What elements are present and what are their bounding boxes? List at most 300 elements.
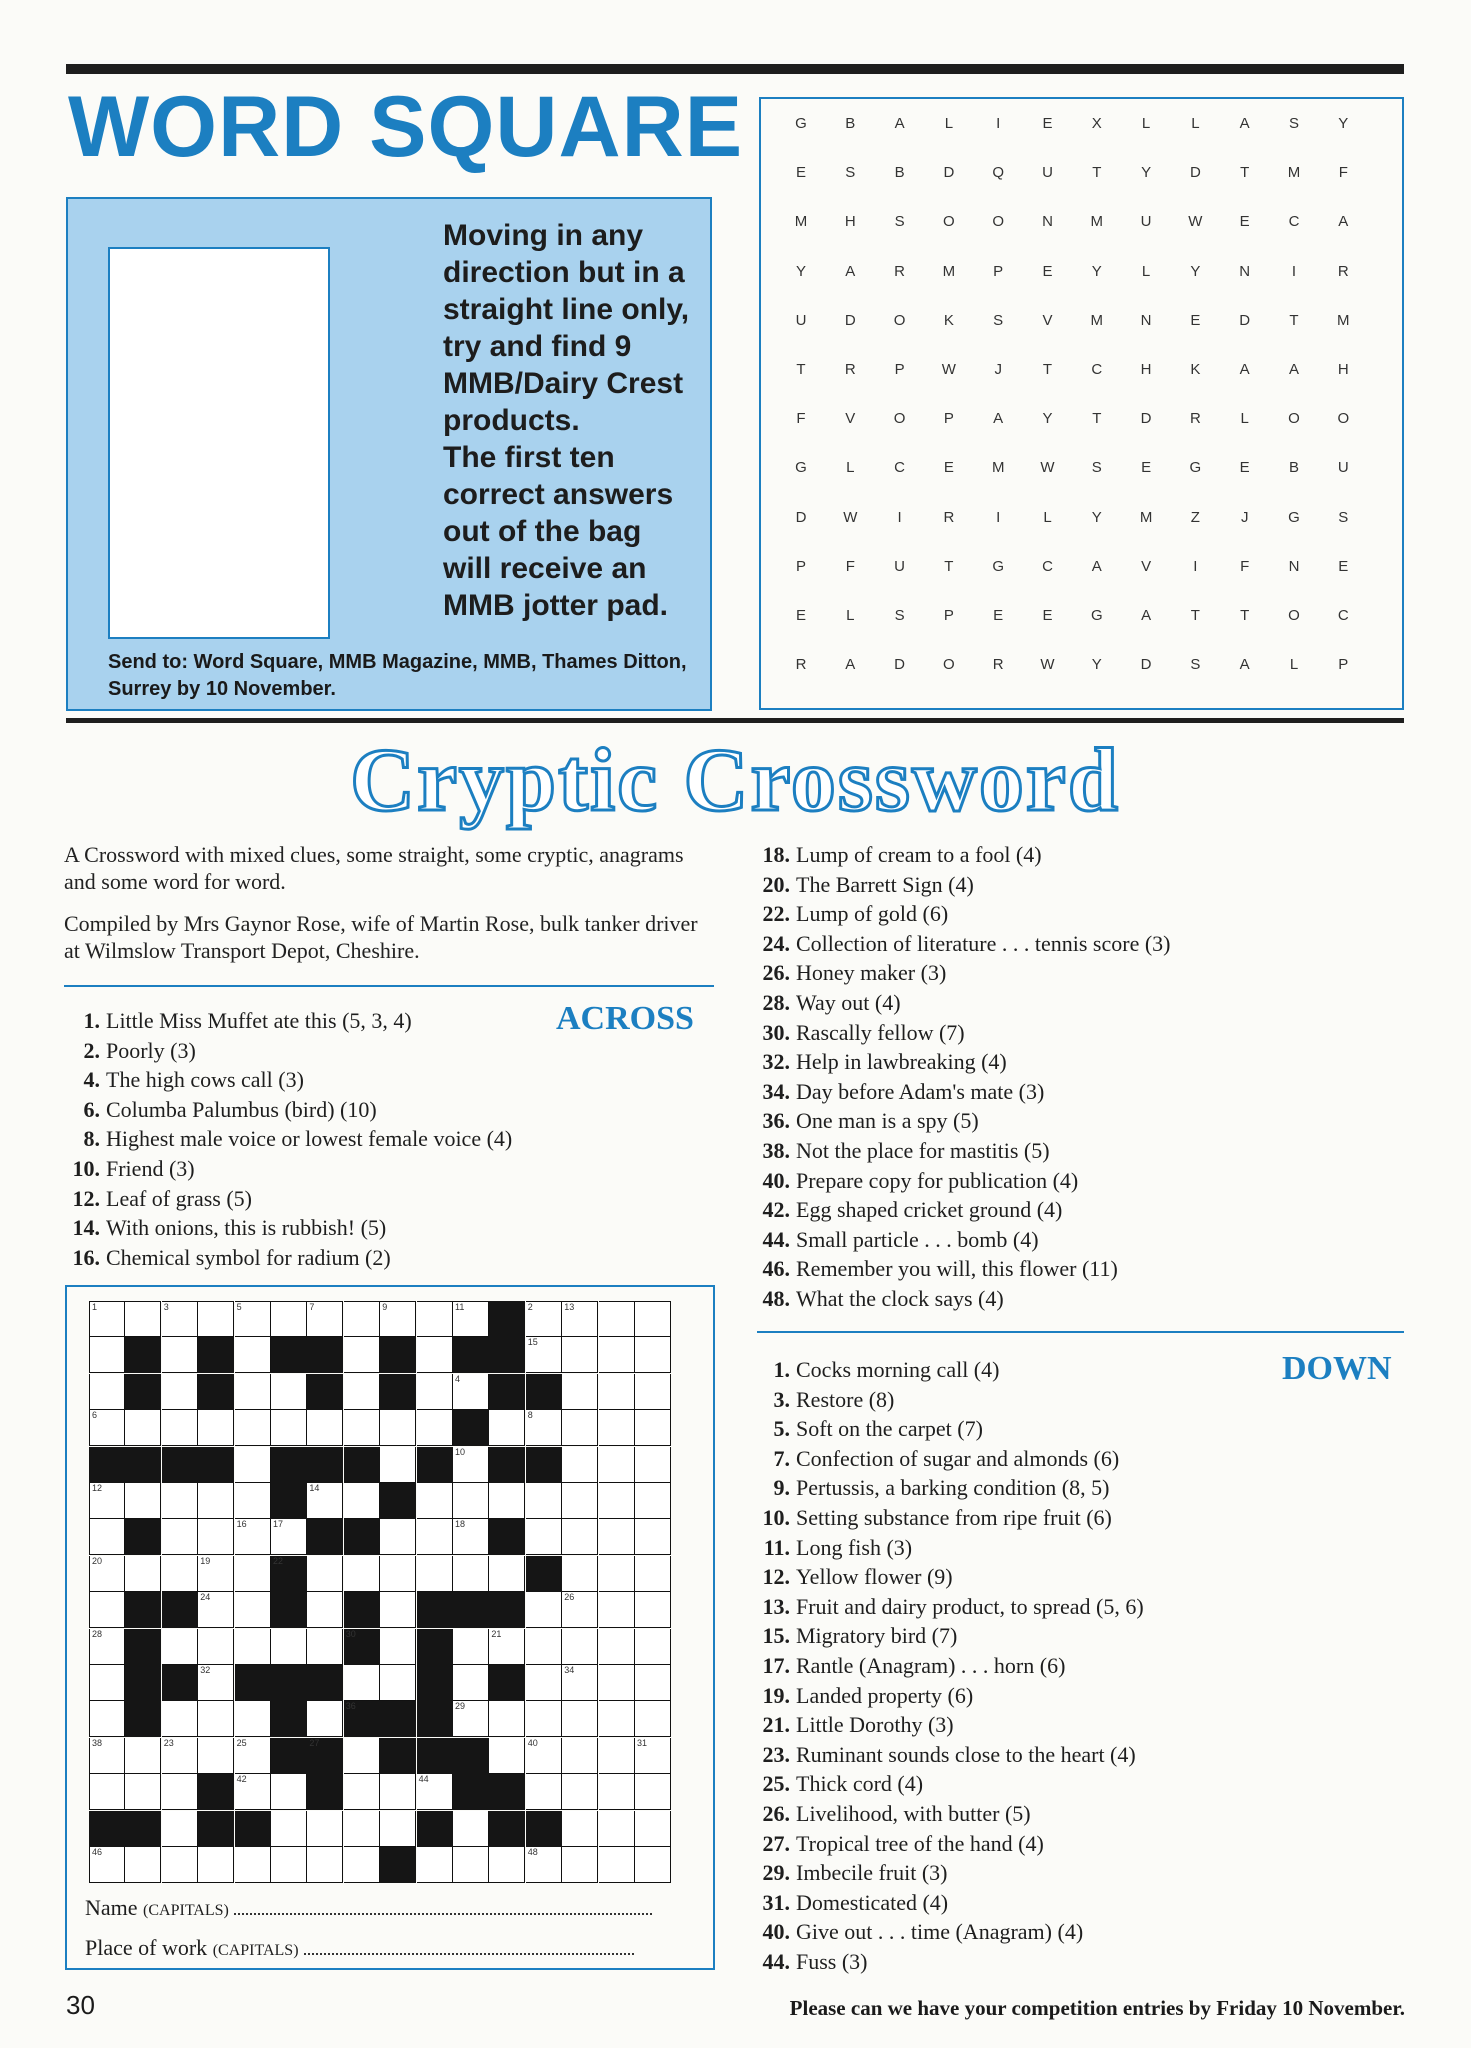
- word-square-letter[interactable]: E: [1190, 311, 1201, 329]
- crossword-cell[interactable]: [344, 1774, 380, 1810]
- word-square-letter[interactable]: S: [1091, 459, 1102, 477]
- crossword-cell[interactable]: [235, 1337, 271, 1373]
- crossword-cell[interactable]: [271, 1374, 307, 1410]
- word-square-letter[interactable]: L: [944, 115, 954, 132]
- crossword-cell[interactable]: [271, 1519, 307, 1555]
- crossword-cell[interactable]: [307, 1847, 343, 1883]
- word-square-letter[interactable]: M: [942, 262, 956, 280]
- crossword-cell[interactable]: [271, 1301, 307, 1337]
- crossword-cell[interactable]: [235, 1519, 271, 1555]
- crossword-cell[interactable]: [344, 1738, 380, 1774]
- crossword-cell[interactable]: [235, 1483, 271, 1519]
- crossword-cell[interactable]: [125, 1738, 161, 1774]
- word-square-letter[interactable]: D: [1189, 164, 1201, 182]
- word-square-letter[interactable]: A: [1239, 115, 1250, 132]
- crossword-cell[interactable]: [489, 1483, 525, 1519]
- crossword-cell[interactable]: [162, 1301, 198, 1337]
- word-square-letter[interactable]: R: [1337, 262, 1349, 280]
- word-square-letter[interactable]: T: [1092, 410, 1102, 428]
- crossword-cell[interactable]: [562, 1447, 598, 1483]
- crossword-cell[interactable]: [635, 1592, 671, 1628]
- word-square-letter[interactable]: E: [1042, 607, 1053, 624]
- word-square-letter[interactable]: I: [1291, 262, 1297, 280]
- crossword-cell[interactable]: [380, 1410, 416, 1446]
- crossword-cell[interactable]: [599, 1738, 635, 1774]
- word-square-letter[interactable]: K: [943, 311, 954, 329]
- work-field[interactable]: [85, 1935, 634, 1961]
- word-square-letter[interactable]: R: [844, 361, 856, 378]
- word-square-letter[interactable]: M: [991, 459, 1005, 477]
- crossword-cell[interactable]: [417, 1374, 453, 1410]
- word-square-letter[interactable]: G: [795, 459, 807, 477]
- crossword-cell[interactable]: [162, 1701, 198, 1737]
- crossword-cell[interactable]: [562, 1738, 598, 1774]
- word-square-letter[interactable]: J: [1240, 508, 1249, 526]
- word-square-letter[interactable]: G: [1288, 508, 1300, 526]
- crossword-cell[interactable]: [599, 1701, 635, 1737]
- crossword-cell[interactable]: [526, 1519, 562, 1555]
- crossword-cell[interactable]: [235, 1592, 271, 1628]
- crossword-cell[interactable]: [453, 1847, 489, 1883]
- crossword-cell[interactable]: [344, 1374, 380, 1410]
- word-square-letter[interactable]: T: [1240, 164, 1250, 182]
- crossword-cell[interactable]: [417, 1556, 453, 1592]
- word-square-letter[interactable]: W: [1040, 459, 1055, 477]
- crossword-cell[interactable]: [599, 1374, 635, 1410]
- crossword-cell[interactable]: [307, 1701, 343, 1737]
- word-square-letter[interactable]: I: [996, 115, 1001, 132]
- crossword-cell[interactable]: [380, 1629, 416, 1665]
- word-square-letter[interactable]: X: [1091, 115, 1102, 132]
- word-square-letter[interactable]: D: [894, 656, 906, 674]
- word-square-letter[interactable]: Y: [1190, 262, 1201, 280]
- word-square-letter[interactable]: U: [894, 557, 906, 575]
- word-square-letter[interactable]: B: [845, 115, 856, 132]
- crossword-cell[interactable]: [599, 1337, 635, 1373]
- crossword-cell[interactable]: [599, 1519, 635, 1555]
- crossword-cell[interactable]: [417, 1519, 453, 1555]
- crossword-cell[interactable]: [526, 1665, 562, 1701]
- crossword-cell[interactable]: [526, 1337, 562, 1373]
- word-square-letter[interactable]: U: [795, 311, 807, 329]
- crossword-cell[interactable]: [635, 1774, 671, 1810]
- word-square-letter[interactable]: I: [996, 508, 1001, 526]
- crossword-cell[interactable]: [599, 1847, 635, 1883]
- word-square-letter[interactable]: E: [795, 607, 806, 624]
- word-square-letter[interactable]: S: [894, 213, 905, 231]
- word-square-letter[interactable]: W: [941, 361, 956, 378]
- word-square-letter[interactable]: B: [1288, 459, 1299, 477]
- word-square-letter[interactable]: P: [795, 557, 806, 575]
- word-square-letter[interactable]: I: [897, 508, 902, 526]
- crossword-cell[interactable]: [599, 1483, 635, 1519]
- crossword-cell[interactable]: [635, 1847, 671, 1883]
- crossword-cell[interactable]: [89, 1701, 125, 1737]
- crossword-cell[interactable]: [599, 1301, 635, 1337]
- word-square-letter[interactable]: L: [1141, 262, 1151, 280]
- crossword-cell[interactable]: [417, 1483, 453, 1519]
- word-square-letter[interactable]: V: [845, 410, 856, 428]
- crossword-cell[interactable]: [417, 1410, 453, 1446]
- crossword-cell[interactable]: [453, 1701, 489, 1737]
- crossword-cell[interactable]: [417, 1847, 453, 1883]
- crossword-cell[interactable]: [162, 1629, 198, 1665]
- word-square-letter[interactable]: T: [1240, 607, 1250, 624]
- crossword-cell[interactable]: [307, 1811, 343, 1847]
- word-square-letter[interactable]: T: [1289, 311, 1299, 329]
- word-square-letter[interactable]: Y: [1338, 115, 1349, 132]
- word-square-letter[interactable]: B: [894, 164, 905, 182]
- crossword-cell[interactable]: [198, 1847, 234, 1883]
- crossword-cell[interactable]: [162, 1774, 198, 1810]
- word-square-letter[interactable]: T: [944, 557, 954, 575]
- crossword-cell[interactable]: [235, 1738, 271, 1774]
- crossword-cell[interactable]: [89, 1592, 125, 1628]
- crossword-cell[interactable]: [417, 1301, 453, 1337]
- crossword-cell[interactable]: [635, 1811, 671, 1847]
- crossword-cell[interactable]: [562, 1847, 598, 1883]
- word-square-letter[interactable]: A: [845, 656, 856, 674]
- crossword-cell[interactable]: [599, 1447, 635, 1483]
- word-square-letter[interactable]: O: [893, 311, 906, 329]
- word-square-letter[interactable]: O: [1288, 410, 1300, 428]
- word-square-letter[interactable]: A: [1239, 361, 1250, 378]
- word-square-letter[interactable]: Y: [1141, 164, 1152, 182]
- crossword-cell[interactable]: [526, 1847, 562, 1883]
- crossword-cell[interactable]: [635, 1410, 671, 1446]
- crossword-cell[interactable]: [489, 1738, 525, 1774]
- word-square-letter[interactable]: E: [1141, 459, 1152, 477]
- word-square-letter[interactable]: Y: [1042, 410, 1053, 428]
- crossword-cell[interactable]: [599, 1556, 635, 1592]
- crossword-cell[interactable]: [89, 1519, 125, 1555]
- word-square-letter[interactable]: U: [1337, 459, 1349, 477]
- crossword-cell[interactable]: [235, 1556, 271, 1592]
- word-square-letter[interactable]: C: [1091, 361, 1103, 378]
- crossword-cell[interactable]: [380, 1774, 416, 1810]
- word-square-letter[interactable]: C: [1288, 213, 1300, 231]
- crossword-cell[interactable]: [380, 1447, 416, 1483]
- crossword-cell[interactable]: [162, 1410, 198, 1446]
- word-square-letter[interactable]: U: [1140, 213, 1152, 231]
- word-square-letter[interactable]: D: [795, 508, 807, 526]
- crossword-cell[interactable]: [344, 1410, 380, 1446]
- word-square-letter[interactable]: M: [1090, 213, 1104, 231]
- crossword-cell[interactable]: [162, 1337, 198, 1373]
- crossword-cell[interactable]: [562, 1410, 598, 1446]
- word-square-letter[interactable]: F: [796, 410, 806, 428]
- crossword-cell[interactable]: [526, 1301, 562, 1337]
- crossword-cell[interactable]: [635, 1337, 671, 1373]
- crossword-cell[interactable]: [89, 1774, 125, 1810]
- crossword-cell[interactable]: [380, 1301, 416, 1337]
- crossword-cell[interactable]: [198, 1665, 234, 1701]
- word-square-letter[interactable]: N: [1288, 557, 1300, 575]
- crossword-cell[interactable]: [562, 1811, 598, 1847]
- word-square-letter[interactable]: H: [1337, 361, 1349, 378]
- crossword-cell[interactable]: [271, 1410, 307, 1446]
- word-square-letter[interactable]: D: [1140, 410, 1152, 428]
- crossword-cell[interactable]: [489, 1556, 525, 1592]
- crossword-cell[interactable]: [162, 1519, 198, 1555]
- crossword-cell[interactable]: [307, 1629, 343, 1665]
- word-square-letter[interactable]: L: [846, 459, 855, 477]
- crossword-cell[interactable]: [453, 1374, 489, 1410]
- crossword-cell[interactable]: [271, 1847, 307, 1883]
- word-square-letter[interactable]: E: [1239, 213, 1250, 231]
- word-square-letter[interactable]: E: [1338, 557, 1349, 575]
- word-square-letter[interactable]: R: [894, 262, 906, 280]
- crossword-cell[interactable]: [89, 1556, 125, 1592]
- crossword-cell[interactable]: [526, 1701, 562, 1737]
- word-square-letter[interactable]: O: [1288, 607, 1300, 624]
- word-square-letter[interactable]: A: [1091, 557, 1102, 575]
- crossword-cell[interactable]: [562, 1774, 598, 1810]
- crossword-cell[interactable]: [380, 1665, 416, 1701]
- word-square-letter[interactable]: Z: [1190, 508, 1200, 526]
- word-square-letter[interactable]: E: [993, 607, 1004, 624]
- crossword-cell[interactable]: [599, 1629, 635, 1665]
- word-square-letter[interactable]: H: [1140, 361, 1152, 378]
- crossword-cell[interactable]: [344, 1301, 380, 1337]
- word-square-letter[interactable]: E: [795, 164, 806, 182]
- crossword-cell[interactable]: [235, 1847, 271, 1883]
- crossword-cell[interactable]: [453, 1447, 489, 1483]
- crossword-cell[interactable]: [89, 1847, 125, 1883]
- crossword-cell[interactable]: [562, 1519, 598, 1555]
- word-square-letter[interactable]: L: [846, 607, 855, 624]
- crossword-cell[interactable]: [599, 1592, 635, 1628]
- word-square-letter[interactable]: P: [943, 607, 954, 624]
- word-square-letter[interactable]: L: [1191, 115, 1200, 132]
- crossword-cell[interactable]: [89, 1337, 125, 1373]
- word-square-letter[interactable]: S: [1338, 508, 1349, 526]
- word-square-letter[interactable]: H: [844, 213, 856, 231]
- word-square-letter[interactable]: M: [1090, 311, 1104, 329]
- word-square-letter[interactable]: T: [1042, 361, 1053, 378]
- crossword-cell[interactable]: [198, 1519, 234, 1555]
- word-square-letter[interactable]: P: [943, 410, 954, 428]
- crossword-cell[interactable]: [344, 1847, 380, 1883]
- crossword-cell[interactable]: [162, 1483, 198, 1519]
- crossword-cell[interactable]: [125, 1556, 161, 1592]
- word-square-letter[interactable]: E: [1042, 115, 1053, 132]
- word-square-letter[interactable]: I: [1193, 557, 1198, 575]
- word-square-letter[interactable]: D: [1140, 656, 1152, 674]
- crossword-cell[interactable]: [162, 1374, 198, 1410]
- word-square-letter[interactable]: C: [894, 459, 906, 477]
- word-square-letter[interactable]: V: [1141, 557, 1152, 575]
- word-square-letter[interactable]: W: [1188, 213, 1203, 231]
- crossword-cell[interactable]: [562, 1665, 598, 1701]
- crossword-cell[interactable]: [599, 1774, 635, 1810]
- word-square-letter[interactable]: F: [845, 557, 855, 575]
- word-square-letter[interactable]: G: [795, 115, 807, 132]
- word-square-letter[interactable]: N: [1042, 213, 1053, 231]
- crossword-cell[interactable]: [380, 1556, 416, 1592]
- word-square-letter[interactable]: D: [943, 164, 955, 182]
- crossword-cell[interactable]: [562, 1374, 598, 1410]
- crossword-cell[interactable]: [89, 1483, 125, 1519]
- crossword-cell[interactable]: [453, 1665, 489, 1701]
- crossword-cell[interactable]: [562, 1301, 598, 1337]
- crossword-cell[interactable]: [635, 1374, 671, 1410]
- word-square-letter[interactable]: S: [894, 607, 905, 624]
- crossword-cell[interactable]: [307, 1556, 343, 1592]
- word-square-letter[interactable]: L: [1043, 508, 1052, 526]
- word-square-letter[interactable]: E: [1042, 262, 1053, 280]
- word-square-letter[interactable]: A: [845, 262, 856, 280]
- crossword-cell[interactable]: [635, 1556, 671, 1592]
- word-square-letter[interactable]: S: [1190, 656, 1201, 674]
- word-square-letter[interactable]: D: [844, 311, 856, 329]
- crossword-cell[interactable]: [417, 1337, 453, 1373]
- crossword-cell[interactable]: [453, 1483, 489, 1519]
- word-square-letter[interactable]: Y: [795, 262, 806, 280]
- crossword-cell[interactable]: [307, 1301, 343, 1337]
- crossword-cell[interactable]: [526, 1629, 562, 1665]
- crossword-cell[interactable]: [162, 1847, 198, 1883]
- word-square-letter[interactable]: W: [1040, 656, 1055, 674]
- word-square-letter[interactable]: A: [1338, 213, 1349, 231]
- word-square-letter[interactable]: A: [1141, 607, 1152, 624]
- crossword-cell[interactable]: [307, 1592, 343, 1628]
- word-square-letter[interactable]: L: [1141, 115, 1151, 132]
- crossword-cell[interactable]: [380, 1811, 416, 1847]
- crossword-cell[interactable]: [271, 1629, 307, 1665]
- word-square-letter[interactable]: O: [893, 410, 906, 428]
- crossword-cell[interactable]: [599, 1665, 635, 1701]
- crossword-cell[interactable]: [562, 1629, 598, 1665]
- crossword-cell[interactable]: [198, 1701, 234, 1737]
- crossword-cell[interactable]: [635, 1665, 671, 1701]
- crossword-cell[interactable]: [125, 1410, 161, 1446]
- crossword-cell[interactable]: [162, 1556, 198, 1592]
- word-square-letter[interactable]: M: [1337, 311, 1350, 329]
- crossword-cell[interactable]: [562, 1483, 598, 1519]
- name-field[interactable]: [85, 1895, 652, 1921]
- crossword-cell[interactable]: [635, 1701, 671, 1737]
- crossword-cell[interactable]: [635, 1447, 671, 1483]
- word-square-letter[interactable]: R: [992, 656, 1004, 674]
- crossword-cell[interactable]: [89, 1374, 125, 1410]
- word-square-letter[interactable]: L: [1289, 656, 1299, 674]
- word-square-letter[interactable]: C: [1042, 557, 1053, 575]
- crossword-cell[interactable]: [489, 1629, 525, 1665]
- crossword-cell[interactable]: [235, 1629, 271, 1665]
- word-square-letter[interactable]: O: [943, 656, 955, 674]
- word-square-letter[interactable]: J: [994, 361, 1002, 378]
- word-square-letter[interactable]: T: [1190, 607, 1200, 624]
- word-square-letter[interactable]: T: [1092, 164, 1102, 182]
- word-square-letter[interactable]: Q: [992, 164, 1005, 182]
- word-square-letter[interactable]: Y: [1091, 262, 1102, 280]
- crossword-cell[interactable]: [635, 1738, 671, 1774]
- word-square-letter[interactable]: P: [894, 361, 905, 378]
- word-square-letter[interactable]: A: [1239, 656, 1250, 674]
- crossword-cell[interactable]: [489, 1701, 525, 1737]
- crossword-cell[interactable]: [235, 1410, 271, 1446]
- crossword-cell[interactable]: [235, 1374, 271, 1410]
- word-square-letter[interactable]: R: [943, 508, 955, 526]
- crossword-cell[interactable]: [198, 1592, 234, 1628]
- crossword-cell[interactable]: [307, 1483, 343, 1519]
- word-square-letter[interactable]: W: [843, 508, 858, 526]
- crossword-cell[interactable]: [453, 1556, 489, 1592]
- word-square-letter[interactable]: A: [1288, 361, 1299, 378]
- crossword-cell[interactable]: [307, 1410, 343, 1446]
- crossword-cell[interactable]: [344, 1556, 380, 1592]
- crossword-cell[interactable]: [89, 1629, 125, 1665]
- crossword-cell[interactable]: [635, 1301, 671, 1337]
- crossword-cell[interactable]: [89, 1665, 125, 1701]
- crossword-cell[interactable]: [89, 1738, 125, 1774]
- crossword-cell[interactable]: [526, 1738, 562, 1774]
- crossword-cell[interactable]: [453, 1811, 489, 1847]
- crossword-cell[interactable]: [344, 1337, 380, 1373]
- word-square-letter[interactable]: D: [1239, 311, 1251, 329]
- crossword-cell[interactable]: [635, 1519, 671, 1555]
- crossword-cell[interactable]: [635, 1629, 671, 1665]
- word-square-letter[interactable]: S: [1288, 115, 1299, 132]
- word-square-letter[interactable]: G: [1090, 607, 1103, 624]
- word-square-letter[interactable]: F: [1338, 164, 1348, 182]
- crossword-cell[interactable]: [235, 1301, 271, 1337]
- crossword-cell[interactable]: [198, 1629, 234, 1665]
- word-square-letter[interactable]: N: [1140, 311, 1152, 329]
- crossword-cell[interactable]: [162, 1811, 198, 1847]
- crossword-cell[interactable]: [344, 1483, 380, 1519]
- crossword-cell[interactable]: [198, 1738, 234, 1774]
- word-square-letter[interactable]: P: [993, 262, 1004, 280]
- crossword-cell[interactable]: [417, 1774, 453, 1810]
- word-square-letter[interactable]: G: [1189, 459, 1202, 477]
- word-square-letter[interactable]: E: [1239, 459, 1250, 477]
- word-square-letter[interactable]: F: [1240, 557, 1250, 575]
- word-square-letter[interactable]: R: [1189, 410, 1201, 428]
- word-square-letter[interactable]: K: [1190, 361, 1201, 378]
- crossword-cell[interactable]: [453, 1629, 489, 1665]
- word-square-letter[interactable]: T: [796, 361, 806, 378]
- word-square-letter[interactable]: N: [1239, 262, 1251, 280]
- crossword-cell[interactable]: [453, 1519, 489, 1555]
- crossword-cell[interactable]: [235, 1774, 271, 1810]
- crossword-cell[interactable]: [235, 1447, 271, 1483]
- crossword-cell[interactable]: [162, 1738, 198, 1774]
- word-square-letter[interactable]: G: [992, 557, 1005, 575]
- crossword-cell[interactable]: [271, 1811, 307, 1847]
- crossword-cell[interactable]: [89, 1301, 125, 1337]
- word-square-letter[interactable]: A: [894, 115, 905, 132]
- crossword-cell[interactable]: [198, 1483, 234, 1519]
- word-square-letter[interactable]: M: [794, 213, 808, 231]
- word-square-letter[interactable]: S: [845, 164, 856, 182]
- crossword-cell[interactable]: [89, 1410, 125, 1446]
- crossword-cell[interactable]: [562, 1556, 598, 1592]
- crossword-cell[interactable]: [125, 1847, 161, 1883]
- crossword-cell[interactable]: [526, 1592, 562, 1628]
- crossword-cell[interactable]: [599, 1410, 635, 1446]
- word-square-letter[interactable]: E: [943, 459, 954, 477]
- word-square-letter[interactable]: S: [993, 311, 1004, 329]
- word-square-letter[interactable]: P: [1338, 656, 1349, 674]
- word-square-letter[interactable]: O: [1337, 410, 1350, 428]
- crossword-cell[interactable]: [526, 1774, 562, 1810]
- word-square-letter[interactable]: M: [1287, 164, 1301, 182]
- word-square-letter[interactable]: L: [1240, 410, 1249, 428]
- crossword-cell[interactable]: [235, 1701, 271, 1737]
- word-square-letter[interactable]: C: [1337, 607, 1349, 624]
